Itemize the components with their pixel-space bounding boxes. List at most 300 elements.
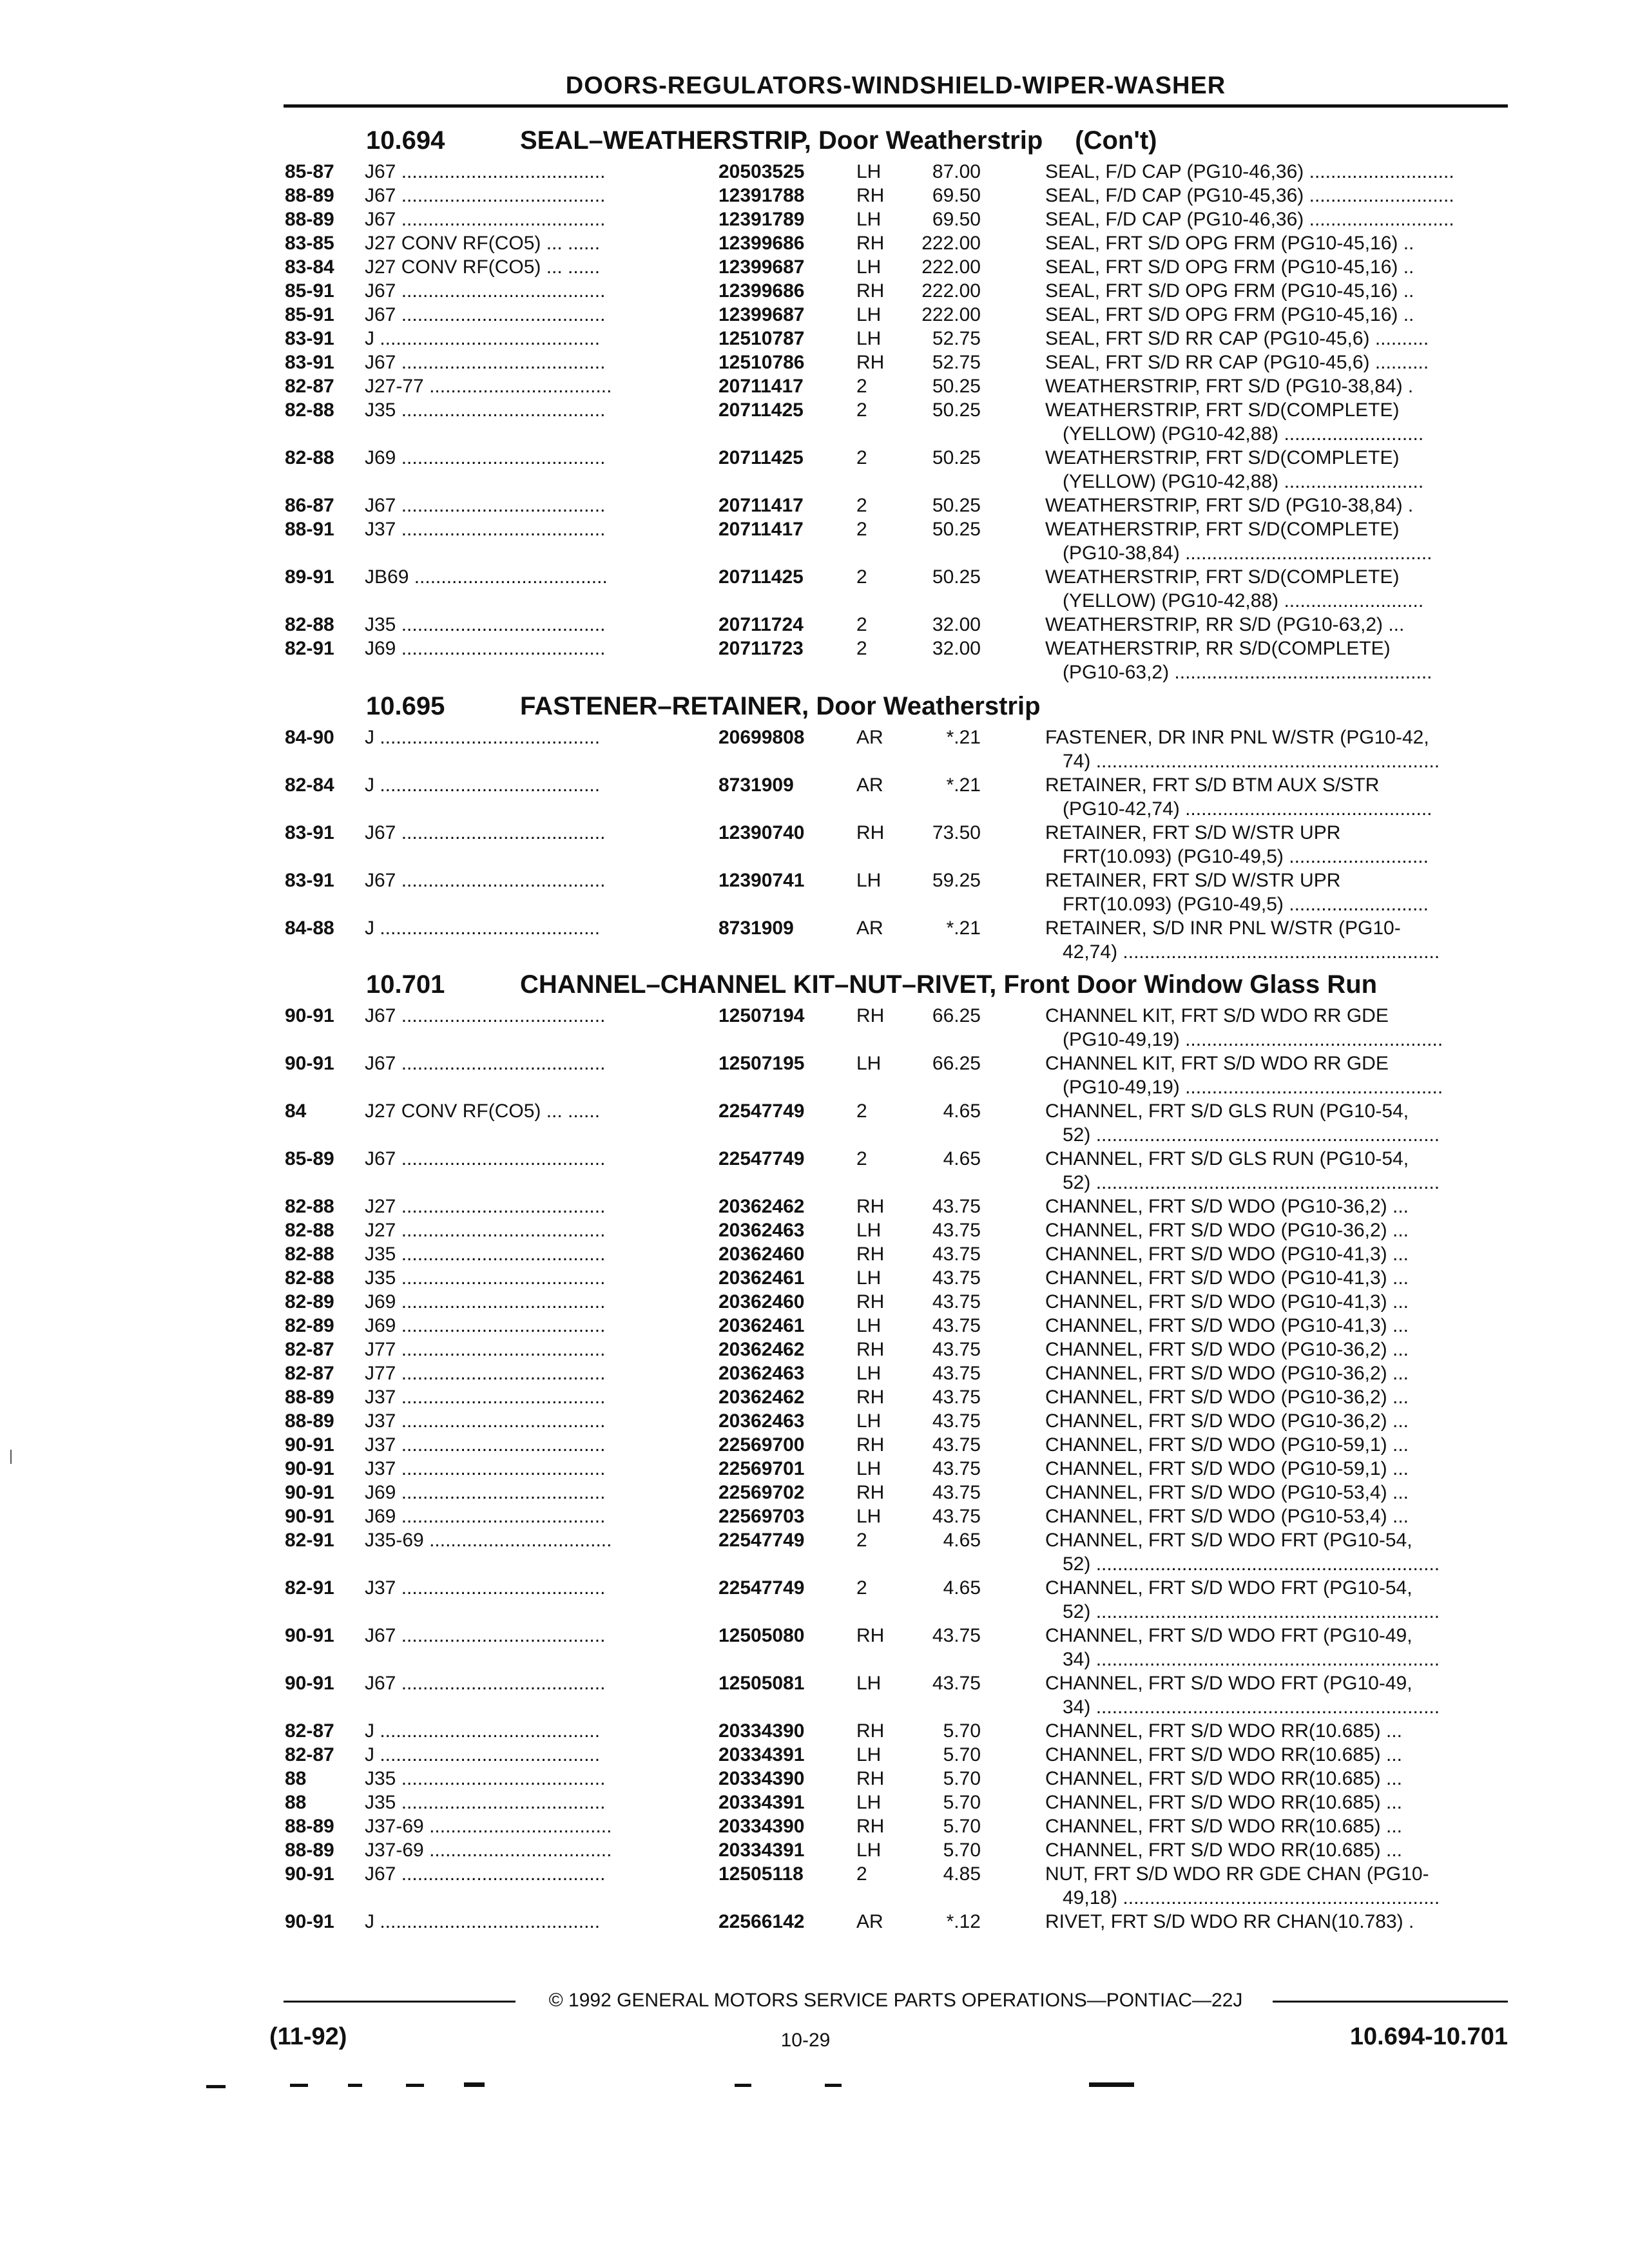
body-style: J35 ...................................... <box>365 399 606 421</box>
quantity-side: RH <box>856 1720 885 1742</box>
price: 5.70 <box>943 1744 981 1765</box>
model-years: 82-91 <box>285 1530 334 1551</box>
price: 52.75 <box>932 352 981 373</box>
table-row <box>285 1814 1509 1838</box>
part-number: 22547749 <box>718 1577 805 1599</box>
body-style: J ......................................... <box>365 328 601 349</box>
description: WEATHERSTRIP, RR S/D(COMPLETE) <box>1045 638 1391 659</box>
description: CHANNEL KIT, FRT S/D WDO RR GDE <box>1045 1005 1389 1026</box>
part-number: 12399687 <box>718 256 805 278</box>
price: 43.75 <box>932 1291 981 1312</box>
model-years: 89-91 <box>285 566 334 588</box>
table-row <box>285 255 1509 279</box>
description: CHANNEL, FRT S/D WDO RR(10.685) ... <box>1045 1840 1403 1861</box>
model-years: 82-91 <box>285 1577 334 1599</box>
table-row <box>285 1671 1509 1719</box>
quantity-side: RH <box>856 1816 885 1837</box>
description: CHANNEL, FRT S/D WDO (PG10-36,2) ... <box>1045 1410 1409 1432</box>
model-years: 82-88 <box>285 399 334 421</box>
table-row <box>285 1504 1509 1528</box>
description: SEAL, FRT S/D OPG FRM (PG10-45,16) .. <box>1045 256 1414 278</box>
part-number: 12399687 <box>718 304 805 325</box>
part-number: 12399686 <box>718 280 805 302</box>
model-years: 83-91 <box>285 822 334 843</box>
model-years: 88-91 <box>285 519 334 540</box>
quantity-side: RH <box>856 1339 885 1360</box>
section-title-parts: SEAL–WEATHERSTRIP, <box>520 126 811 155</box>
table-row <box>285 303 1509 327</box>
body-style: J67 ...................................... <box>365 1053 606 1074</box>
part-number: 20334391 <box>718 1744 805 1765</box>
part-number: 20334391 <box>718 1792 805 1813</box>
price: 5.70 <box>943 1816 981 1837</box>
footer-copyright: © 1992 GENERAL MOTORS SERVICE PARTS OPERATIONS—PONTIAC—22J <box>548 1990 1243 2011</box>
model-years: 84-88 <box>285 918 334 939</box>
table-row <box>285 207 1509 231</box>
body-style: J ......................................... <box>365 918 601 939</box>
table-row <box>285 1838 1509 1862</box>
description: RETAINER, FRT S/D BTM AUX S/STR <box>1045 774 1380 796</box>
table-row <box>285 398 1509 446</box>
body-style: J69 ...................................... <box>365 1291 606 1312</box>
table-row <box>285 1791 1509 1814</box>
model-years: 85-87 <box>285 161 334 182</box>
description-continued: (PG10-49,19) ................................................ <box>1063 1029 1443 1050</box>
description: RIVET, FRT S/D WDO RR CHAN(10.783) . <box>1045 1911 1414 1932</box>
quantity-side: 2 <box>856 566 867 588</box>
table-row <box>285 351 1509 374</box>
description: SEAL, F/D CAP (PG10-45,36) ........................... <box>1045 185 1454 206</box>
table-row <box>285 1195 1509 1218</box>
body-style: J67 ...................................... <box>365 161 606 182</box>
description: CHANNEL KIT, FRT S/D WDO RR GDE <box>1045 1053 1389 1074</box>
part-number: 20711425 <box>718 447 804 468</box>
quantity-side: LH <box>856 870 882 891</box>
price: 5.70 <box>943 1720 981 1742</box>
quantity-side: 2 <box>856 1100 867 1122</box>
model-years: 90-91 <box>285 1911 334 1932</box>
price: 52.75 <box>932 328 981 349</box>
description-continued: 42,74) ........................................................... <box>1063 941 1440 963</box>
section-heading <box>285 687 1509 726</box>
price: 43.75 <box>932 1458 981 1479</box>
quantity-side: AR <box>856 1911 883 1932</box>
part-number: 22569702 <box>718 1482 805 1503</box>
price: 50.25 <box>932 399 981 421</box>
model-years: 82-88 <box>285 1220 334 1241</box>
model-years: 83-84 <box>285 256 334 278</box>
quantity-side: LH <box>856 1053 882 1074</box>
model-years: 83-91 <box>285 352 334 373</box>
quantity-side: RH <box>856 1005 885 1026</box>
price: *.21 <box>946 774 981 796</box>
quantity-side: 2 <box>856 495 867 516</box>
part-number: 20334390 <box>718 1720 805 1742</box>
description-continued: (YELLOW) (PG10-42,88) .......................... <box>1063 590 1424 611</box>
quantity-side: LH <box>856 161 882 182</box>
scan-mark-left <box>10 1450 12 1464</box>
quantity-side: 2 <box>856 1577 867 1599</box>
part-number: 22569700 <box>718 1434 805 1456</box>
model-years: 88 <box>285 1792 307 1813</box>
table-row <box>285 1314 1509 1338</box>
quantity-side: RH <box>856 1625 885 1646</box>
section-title <box>520 692 1041 721</box>
description: CHANNEL, FRT S/D WDO (PG10-36,2) ... <box>1045 1196 1409 1217</box>
quantity-side: AR <box>856 918 883 939</box>
price: 50.25 <box>932 376 981 397</box>
model-years: 84 <box>285 1100 307 1122</box>
quantity-side: LH <box>856 1792 882 1813</box>
footer-date: (11-92) <box>269 2023 347 2050</box>
part-number: 20503525 <box>718 161 805 182</box>
table-row <box>285 1361 1509 1385</box>
quantity-side: 2 <box>856 614 867 635</box>
part-number: 20711425 <box>718 566 804 588</box>
price: 43.75 <box>932 1410 981 1432</box>
body-style: J27 ...................................... <box>365 1220 606 1241</box>
body-style: J35 ...................................... <box>365 1244 606 1265</box>
body-style: J37 ...................................... <box>365 1577 606 1599</box>
table-row <box>285 327 1509 351</box>
quantity-side: RH <box>856 1434 885 1456</box>
description: RETAINER, S/D INR PNL W/STR (PG10- <box>1045 918 1401 939</box>
body-style: J69 ...................................... <box>365 1506 606 1527</box>
price: 43.75 <box>932 1673 981 1694</box>
model-years: 85-91 <box>285 304 334 325</box>
description: CHANNEL, FRT S/D WDO (PG10-59,1) ... <box>1045 1434 1409 1456</box>
price: 222.00 <box>921 280 981 302</box>
part-number: 20362462 <box>718 1196 805 1217</box>
price: 59.25 <box>932 870 981 891</box>
quantity-side: LH <box>856 1458 882 1479</box>
part-number: 20362462 <box>718 1339 805 1360</box>
price: 43.75 <box>932 1434 981 1456</box>
price: 69.50 <box>932 185 981 206</box>
table-row <box>285 184 1509 207</box>
body-style: J35 ...................................... <box>365 1267 606 1289</box>
part-number: 22569703 <box>718 1506 805 1527</box>
part-number: 20334391 <box>718 1840 805 1861</box>
body-style: J69 ...................................... <box>365 1315 606 1336</box>
model-years: 90-91 <box>285 1434 334 1456</box>
quantity-side: 2 <box>856 399 867 421</box>
quantity-side: RH <box>856 822 885 843</box>
body-style: J37 ...................................... <box>365 1410 606 1432</box>
quantity-side: RH <box>856 233 885 254</box>
model-years: 82-88 <box>285 1244 334 1265</box>
footer-rule-left <box>284 2001 516 2003</box>
quantity-side: RH <box>856 185 885 206</box>
body-style: J27 ...................................... <box>365 1196 606 1217</box>
model-years: 88-89 <box>285 1410 334 1432</box>
description: SEAL, F/D CAP (PG10-46,36) ........................... <box>1045 209 1454 230</box>
table-row <box>285 821 1509 869</box>
model-years: 88-89 <box>285 209 334 230</box>
quantity-side: RH <box>856 1244 885 1265</box>
section-title-application: Door Weatherstrip <box>818 126 1043 155</box>
body-style: J ......................................... <box>365 1911 601 1932</box>
price: *.21 <box>946 727 981 748</box>
table-row <box>285 1862 1509 1910</box>
footer-section-range: 10.694-10.701 <box>1349 2023 1508 2050</box>
description: CHANNEL, FRT S/D GLS RUN (PG10-54, <box>1045 1148 1409 1169</box>
part-number: 8731909 <box>718 918 794 939</box>
price: 4.65 <box>943 1100 981 1122</box>
price: 43.75 <box>932 1220 981 1241</box>
quantity-side: LH <box>856 1506 882 1527</box>
quantity-side: 2 <box>856 519 867 540</box>
body-style: J67 ...................................... <box>365 352 606 373</box>
part-number: 22547749 <box>718 1100 805 1122</box>
part-number: 20711417 <box>718 519 804 540</box>
model-years: 82-88 <box>285 1267 334 1289</box>
body-style: J67 ...................................... <box>365 1673 606 1694</box>
part-number: 20362462 <box>718 1387 805 1408</box>
price: 4.65 <box>943 1577 981 1599</box>
price: 50.25 <box>932 519 981 540</box>
quantity-side: LH <box>856 1673 882 1694</box>
body-style: J77 ...................................... <box>365 1339 606 1360</box>
description: CHANNEL, FRT S/D WDO (PG10-53,4) ... <box>1045 1482 1409 1503</box>
table-row <box>285 1481 1509 1504</box>
price: 32.00 <box>932 638 981 659</box>
body-style: JB69 .................................... <box>365 566 608 588</box>
model-years: 84-90 <box>285 727 334 748</box>
body-style: J67 ...................................... <box>365 209 606 230</box>
quantity-side: AR <box>856 774 883 796</box>
description-continued: 74) ................................................................ <box>1063 751 1440 772</box>
body-style: J67 ...................................... <box>365 1863 606 1885</box>
description: WEATHERSTRIP, FRT S/D (PG10-38,84) . <box>1045 376 1414 397</box>
quantity-side: RH <box>856 280 885 302</box>
part-number: 20362463 <box>718 1220 805 1241</box>
part-number: 20711417 <box>718 495 804 516</box>
model-years: 85-89 <box>285 1148 334 1169</box>
table-row <box>285 1719 1509 1743</box>
body-style: J37-69 .................................. <box>365 1816 612 1837</box>
body-style: J ......................................... <box>365 1744 601 1765</box>
description: SEAL, FRT S/D OPG FRM (PG10-45,16) .. <box>1045 280 1414 302</box>
model-years: 82-91 <box>285 638 334 659</box>
price: 5.70 <box>943 1768 981 1789</box>
quantity-side: RH <box>856 1482 885 1503</box>
price: 50.25 <box>932 495 981 516</box>
description: CHANNEL, FRT S/D WDO (PG10-41,3) ... <box>1045 1315 1409 1336</box>
quantity-side: 2 <box>856 638 867 659</box>
part-number: 12507194 <box>718 1005 805 1026</box>
price: 222.00 <box>921 233 981 254</box>
price: 4.65 <box>943 1530 981 1551</box>
price: 87.00 <box>932 161 981 182</box>
price: 66.25 <box>932 1005 981 1026</box>
table-row <box>285 726 1509 773</box>
model-years: 90-91 <box>285 1458 334 1479</box>
description: CHANNEL, FRT S/D WDO (PG10-41,3) ... <box>1045 1291 1409 1312</box>
model-years: 82-88 <box>285 614 334 635</box>
price: 43.75 <box>932 1363 981 1384</box>
part-number: 20711417 <box>718 376 804 397</box>
part-number: 20362463 <box>718 1410 805 1432</box>
description: CHANNEL, FRT S/D WDO FRT (PG10-54, <box>1045 1577 1412 1599</box>
part-number: 12390740 <box>718 822 805 843</box>
price: 43.75 <box>932 1506 981 1527</box>
quantity-side: LH <box>856 209 882 230</box>
table-row <box>285 613 1509 637</box>
part-number: 20711724 <box>718 614 804 635</box>
description: RETAINER, FRT S/D W/STR UPR <box>1045 870 1341 891</box>
body-style: J27 CONV RF(CO5) ... ...... <box>365 1100 601 1122</box>
quantity-side: 2 <box>856 376 867 397</box>
price: 43.75 <box>932 1244 981 1265</box>
description: CHANNEL, FRT S/D WDO (PG10-53,4) ... <box>1045 1506 1409 1527</box>
part-number: 12507195 <box>718 1053 805 1074</box>
part-number: 20711723 <box>718 638 804 659</box>
description-continued: 34) ................................................................ <box>1063 1696 1440 1718</box>
model-years: 90-91 <box>285 1625 334 1646</box>
price: 5.70 <box>943 1840 981 1861</box>
price: 50.25 <box>932 566 981 588</box>
price: 43.75 <box>932 1196 981 1217</box>
body-style: J37 ...................................... <box>365 1458 606 1479</box>
quantity-side: LH <box>856 1363 882 1384</box>
model-years: 85-91 <box>285 280 334 302</box>
table-row <box>285 279 1509 303</box>
price: 43.75 <box>932 1482 981 1503</box>
body-style: J35 ...................................... <box>365 1792 606 1813</box>
part-number: 20699808 <box>718 727 805 748</box>
body-style: J67 ...................................... <box>365 280 606 302</box>
table-row <box>285 1576 1509 1624</box>
header-rule <box>284 104 1508 108</box>
price: 4.85 <box>943 1863 981 1885</box>
body-style: J67 ...................................... <box>365 870 606 891</box>
table-row <box>285 916 1509 964</box>
description: CHANNEL, FRT S/D WDO RR(10.685) ... <box>1045 1792 1403 1813</box>
part-number: 12510787 <box>718 328 805 349</box>
body-style: J67 ...................................... <box>365 1005 606 1026</box>
body-style: J77 ...................................... <box>365 1363 606 1384</box>
description: SEAL, F/D CAP (PG10-46,36) ........................... <box>1045 161 1454 182</box>
table-row <box>285 160 1509 184</box>
description: WEATHERSTRIP, FRT S/D(COMPLETE) <box>1045 566 1400 588</box>
quantity-side: LH <box>856 328 882 349</box>
price: *.21 <box>946 918 981 939</box>
description: CHANNEL, FRT S/D WDO FRT (PG10-54, <box>1045 1530 1412 1551</box>
quantity-side: RH <box>856 1387 885 1408</box>
price: *.12 <box>946 1911 981 1932</box>
quantity-side: LH <box>856 1220 882 1241</box>
description-continued: 49,18) ........................................................... <box>1063 1887 1440 1908</box>
body-style: J67 ...................................... <box>365 304 606 325</box>
description: CHANNEL, FRT S/D WDO RR(10.685) ... <box>1045 1720 1403 1742</box>
price: 4.65 <box>943 1148 981 1169</box>
body-style: J27 CONV RF(CO5) ... ...... <box>365 256 601 278</box>
description-continued: (PG10-63,2) ................................................ <box>1063 662 1432 683</box>
footer-rule-right <box>1273 2001 1508 2003</box>
price: 222.00 <box>921 256 981 278</box>
model-years: 82-87 <box>285 1363 334 1384</box>
quantity-side: LH <box>856 1840 882 1861</box>
table-row <box>285 1624 1509 1671</box>
description: CHANNEL, FRT S/D WDO (PG10-41,3) ... <box>1045 1244 1409 1265</box>
description-continued: 52) ................................................................ <box>1063 1172 1440 1193</box>
part-number: 20362461 <box>718 1315 805 1336</box>
description: SEAL, FRT S/D RR CAP (PG10-45,6) .......... <box>1045 328 1429 349</box>
description-continued: FRT(10.093) (PG10-49,5) .......................... <box>1063 894 1429 915</box>
body-style: J69 ...................................... <box>365 638 606 659</box>
description-continued: (PG10-38,84) .............................................. <box>1063 543 1432 564</box>
description: SEAL, FRT S/D RR CAP (PG10-45,6) .......... <box>1045 352 1429 373</box>
model-years: 82-88 <box>285 1196 334 1217</box>
section-heading <box>285 121 1509 160</box>
scan-marks <box>193 2081 1224 2107</box>
description: RETAINER, FRT S/D W/STR UPR <box>1045 822 1341 843</box>
description: CHANNEL, FRT S/D WDO (PG10-36,2) ... <box>1045 1339 1409 1360</box>
section-title <box>520 126 1157 155</box>
quantity-side: LH <box>856 1267 882 1289</box>
model-years: 83-91 <box>285 328 334 349</box>
section-title-parts: FASTENER–RETAINER, <box>520 692 809 720</box>
model-years: 90-91 <box>285 1673 334 1694</box>
description: CHANNEL, FRT S/D WDO (PG10-59,1) ... <box>1045 1458 1409 1479</box>
table-row <box>285 374 1509 398</box>
table-row <box>285 231 1509 255</box>
description: CHANNEL, FRT S/D WDO FRT (PG10-49, <box>1045 1625 1412 1646</box>
description: CHANNEL, FRT S/D WDO (PG10-36,2) ... <box>1045 1363 1409 1384</box>
body-style: J67 ...................................... <box>365 822 606 843</box>
part-number: 12505080 <box>718 1625 805 1646</box>
body-style: J27 CONV RF(CO5) ... ...... <box>365 233 601 254</box>
description: CHANNEL, FRT S/D WDO RR(10.685) ... <box>1045 1768 1403 1789</box>
price: 5.70 <box>943 1792 981 1813</box>
table-row <box>285 1338 1509 1361</box>
section-number: 10.694 <box>366 126 445 155</box>
body-style: J ......................................... <box>365 1720 601 1742</box>
model-years: 88-89 <box>285 1387 334 1408</box>
table-row <box>285 1099 1509 1147</box>
table-row <box>285 1290 1509 1314</box>
body-style: J37-69 .................................. <box>365 1840 612 1861</box>
part-number: 20334390 <box>718 1816 805 1837</box>
body-style: J67 ...................................... <box>365 1148 606 1169</box>
table-row <box>285 1242 1509 1266</box>
model-years: 82-87 <box>285 1339 334 1360</box>
part-number: 20362460 <box>718 1244 805 1265</box>
model-years: 82-89 <box>285 1291 334 1312</box>
price: 73.50 <box>932 822 981 843</box>
description-continued: (PG10-42,74) .............................................. <box>1063 798 1432 820</box>
price: 43.75 <box>932 1625 981 1646</box>
parts-listing <box>285 121 1509 1935</box>
description: CHANNEL, FRT S/D WDO RR(10.685) ... <box>1045 1816 1403 1837</box>
body-style: J67 ...................................... <box>365 185 606 206</box>
table-row <box>285 1147 1509 1195</box>
part-number: 22569701 <box>718 1458 805 1479</box>
description: CHANNEL, FRT S/D WDO (PG10-41,3) ... <box>1045 1267 1409 1289</box>
part-number: 20711425 <box>718 399 804 421</box>
quantity-side: LH <box>856 1744 882 1765</box>
description-continued: 52) ................................................................ <box>1063 1601 1440 1622</box>
quantity-side: 2 <box>856 1148 867 1169</box>
model-years: 83-91 <box>285 870 334 891</box>
part-number: 12510786 <box>718 352 805 373</box>
description: NUT, FRT S/D WDO RR GDE CHAN (PG10- <box>1045 1863 1429 1885</box>
part-number: 12505118 <box>718 1863 804 1885</box>
description-continued: 52) ................................................................ <box>1063 1124 1440 1146</box>
quantity-side: AR <box>856 727 883 748</box>
model-years: 82-84 <box>285 774 334 796</box>
